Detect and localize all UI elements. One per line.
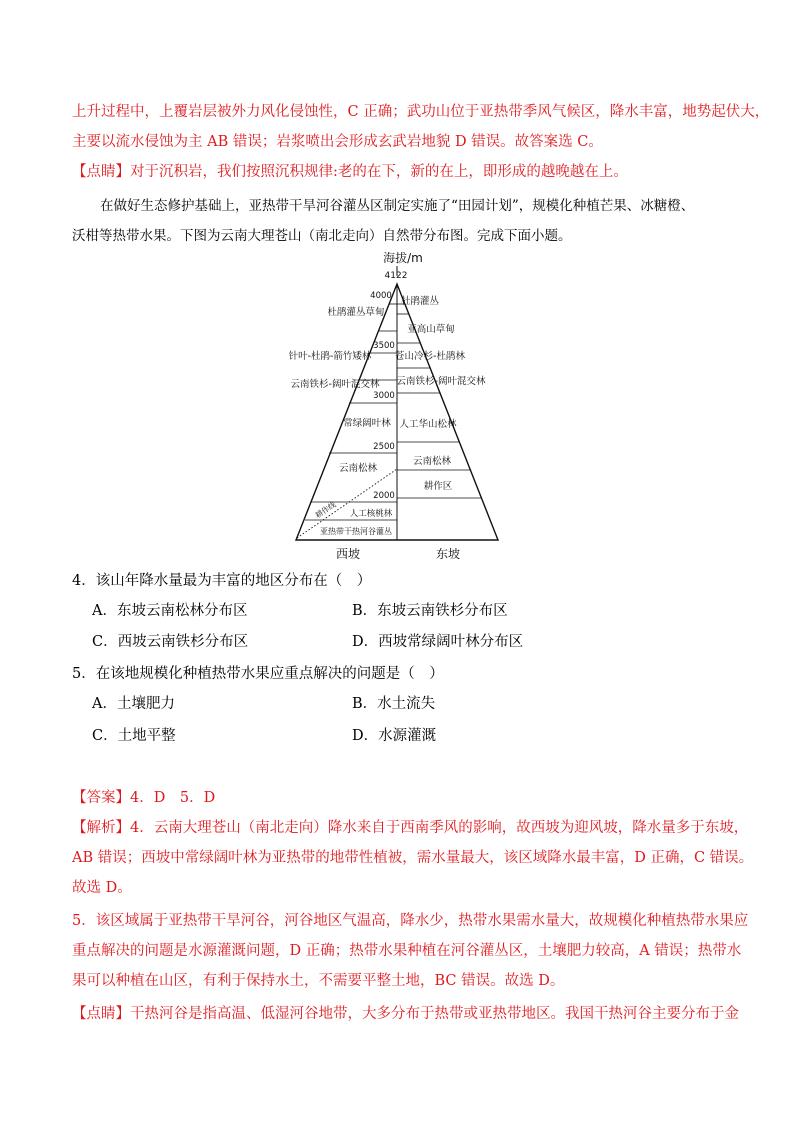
answer-text: 4．D 5．D (130, 790, 216, 806)
east-zone-6: 云南松林 (412, 456, 452, 467)
q5-option-d[interactable]: D．水源灌溉 (352, 728, 437, 744)
west-zone-6: 耕作线 (313, 499, 338, 520)
analysis-line-5: 重点解决的问题是水源灌溉问题，D 正确；热带水果种植在河谷灌丛区，土壤肥力较高，A 错误；热带水 (72, 943, 742, 959)
q4-option-a[interactable]: A．东坡云南松林分布区 (92, 603, 248, 619)
analysis-line-2: AB 错误；西坡中常绿阔叶林为亚热带的地带性植被，需水量最大，该区域降水最丰富，D 正确，C 错误。 (72, 850, 754, 866)
tip-1-text: 对于沉积岩，我们按照沉积规律:老的在下，新的在上，即形成的越晚越在上。 (130, 164, 628, 180)
analysis-text-1: 4．云南大理苍山（南北走向）降水来自于西南季风的影响，故西坡为迎风坡，降水量多于东坡， (130, 820, 749, 836)
east-zone-7: 耕作区 (423, 481, 453, 492)
y-axis-label: 海拔/m (383, 251, 423, 265)
east-zone-1: 杜鹃灌丛 (400, 296, 440, 307)
east-zone-5: 人工华山松林 (399, 419, 457, 430)
tip-1 (72, 162, 732, 182)
peak-label: 4122 (384, 271, 408, 281)
q4-option-d[interactable]: D．西坡常绿阔叶林分布区 (352, 634, 524, 650)
question-4-stem: 4．该山年降水量最为丰富的地区分布在（ ） (72, 573, 372, 589)
east-slope-label: 东坡 (435, 547, 461, 561)
west-slope-label: 西坡 (335, 547, 361, 561)
east-zone-4: 云南铁杉-阔叶混交林 (396, 376, 486, 387)
west-zone-1: 杜鹃灌丛草甸 (327, 307, 385, 318)
tick-3000: 3000 (373, 391, 395, 401)
analysis-line-6: 果可以种植在山区，有利于保持水土，不需要平整土地，BC 错误。故选 D。 (72, 973, 565, 989)
analysis-line-3: 故选 D。 (72, 880, 132, 896)
tick-4000: 4000 (370, 291, 392, 301)
q5-option-a[interactable]: A．土壤肥力 (92, 696, 175, 712)
q4-option-b[interactable]: B．东坡云南铁杉分布区 (352, 603, 508, 619)
west-zone-5: 云南松林 (338, 463, 378, 474)
top-paragraph-line-1: 上升过程中，上覆岩层被外力风化侵蚀性，C 正确；武功山位于亚热带季风气候区，降水丰富，地势起伏大， (72, 104, 770, 120)
west-zone-4: 常绿阔叶林 (343, 418, 391, 429)
q4-option-c[interactable]: C．西坡云南铁杉分布区 (92, 634, 249, 650)
west-zone-2: 针叶-杜鹃-箭竹矮林 (288, 351, 372, 362)
tick-2500: 2500 (373, 442, 395, 452)
top-paragraph-line-2: 主要以流水侵蚀为主 AB 错误；岩浆喷出会形成玄武岩地貌 D 错误。故答案选 C。 (72, 134, 603, 150)
analysis-line-1 (72, 818, 749, 838)
question-5-stem: 5．在该地规模化种植热带水果应重点解决的问题是（ ） (72, 666, 444, 682)
answer-line (72, 788, 732, 808)
tip-2-text: 干热河谷是指高温、低湿河谷地带，大多分布于热带或亚热带地区。我国干热河谷主要分布于金 (130, 1006, 739, 1022)
east-zone-2: 亚高山草甸 (407, 324, 455, 335)
tick-3500: 3500 (373, 341, 395, 351)
q5-option-c[interactable]: C．土地平整 (92, 728, 176, 744)
tip-2-tag: 【点睛】 (72, 1006, 130, 1022)
west-zone-3: 云南铁杉-阔叶混交林 (290, 379, 380, 390)
tip-2 (72, 1004, 739, 1024)
answer-tag: 【答案】 (72, 790, 130, 806)
altitude-zone-diagram (270, 248, 530, 568)
intro-line-2: 沃柑等热带水果。下图为云南大理苍山（南北走向）自然带分布图。完成下面小题。 (72, 228, 572, 244)
q5-option-b[interactable]: B．水土流失 (352, 696, 436, 712)
analysis-tag: 【解析】 (72, 820, 130, 836)
tick-2000: 2000 (373, 491, 395, 501)
analysis-line-4: 5．该区域属于亚热带干旱河谷，河谷地区气温高，降水少，热带水果需水量大，故规模化种植热带水果应 (72, 913, 749, 929)
east-zone-3: 苍山冷杉-杜鹃林 (395, 351, 465, 362)
west-zone-7: 人工核桃林 (349, 509, 393, 519)
intro-line-1: 在做好生态修护基础上，亚热带干旱河谷灌丛区制定实施了“田园计划”，规模化种植芒果、冰糖橙、 (100, 198, 695, 214)
tip-1-tag: 【点睛】 (72, 164, 130, 180)
west-zone-8: 亚热带干热河谷灌丛 (320, 527, 392, 536)
